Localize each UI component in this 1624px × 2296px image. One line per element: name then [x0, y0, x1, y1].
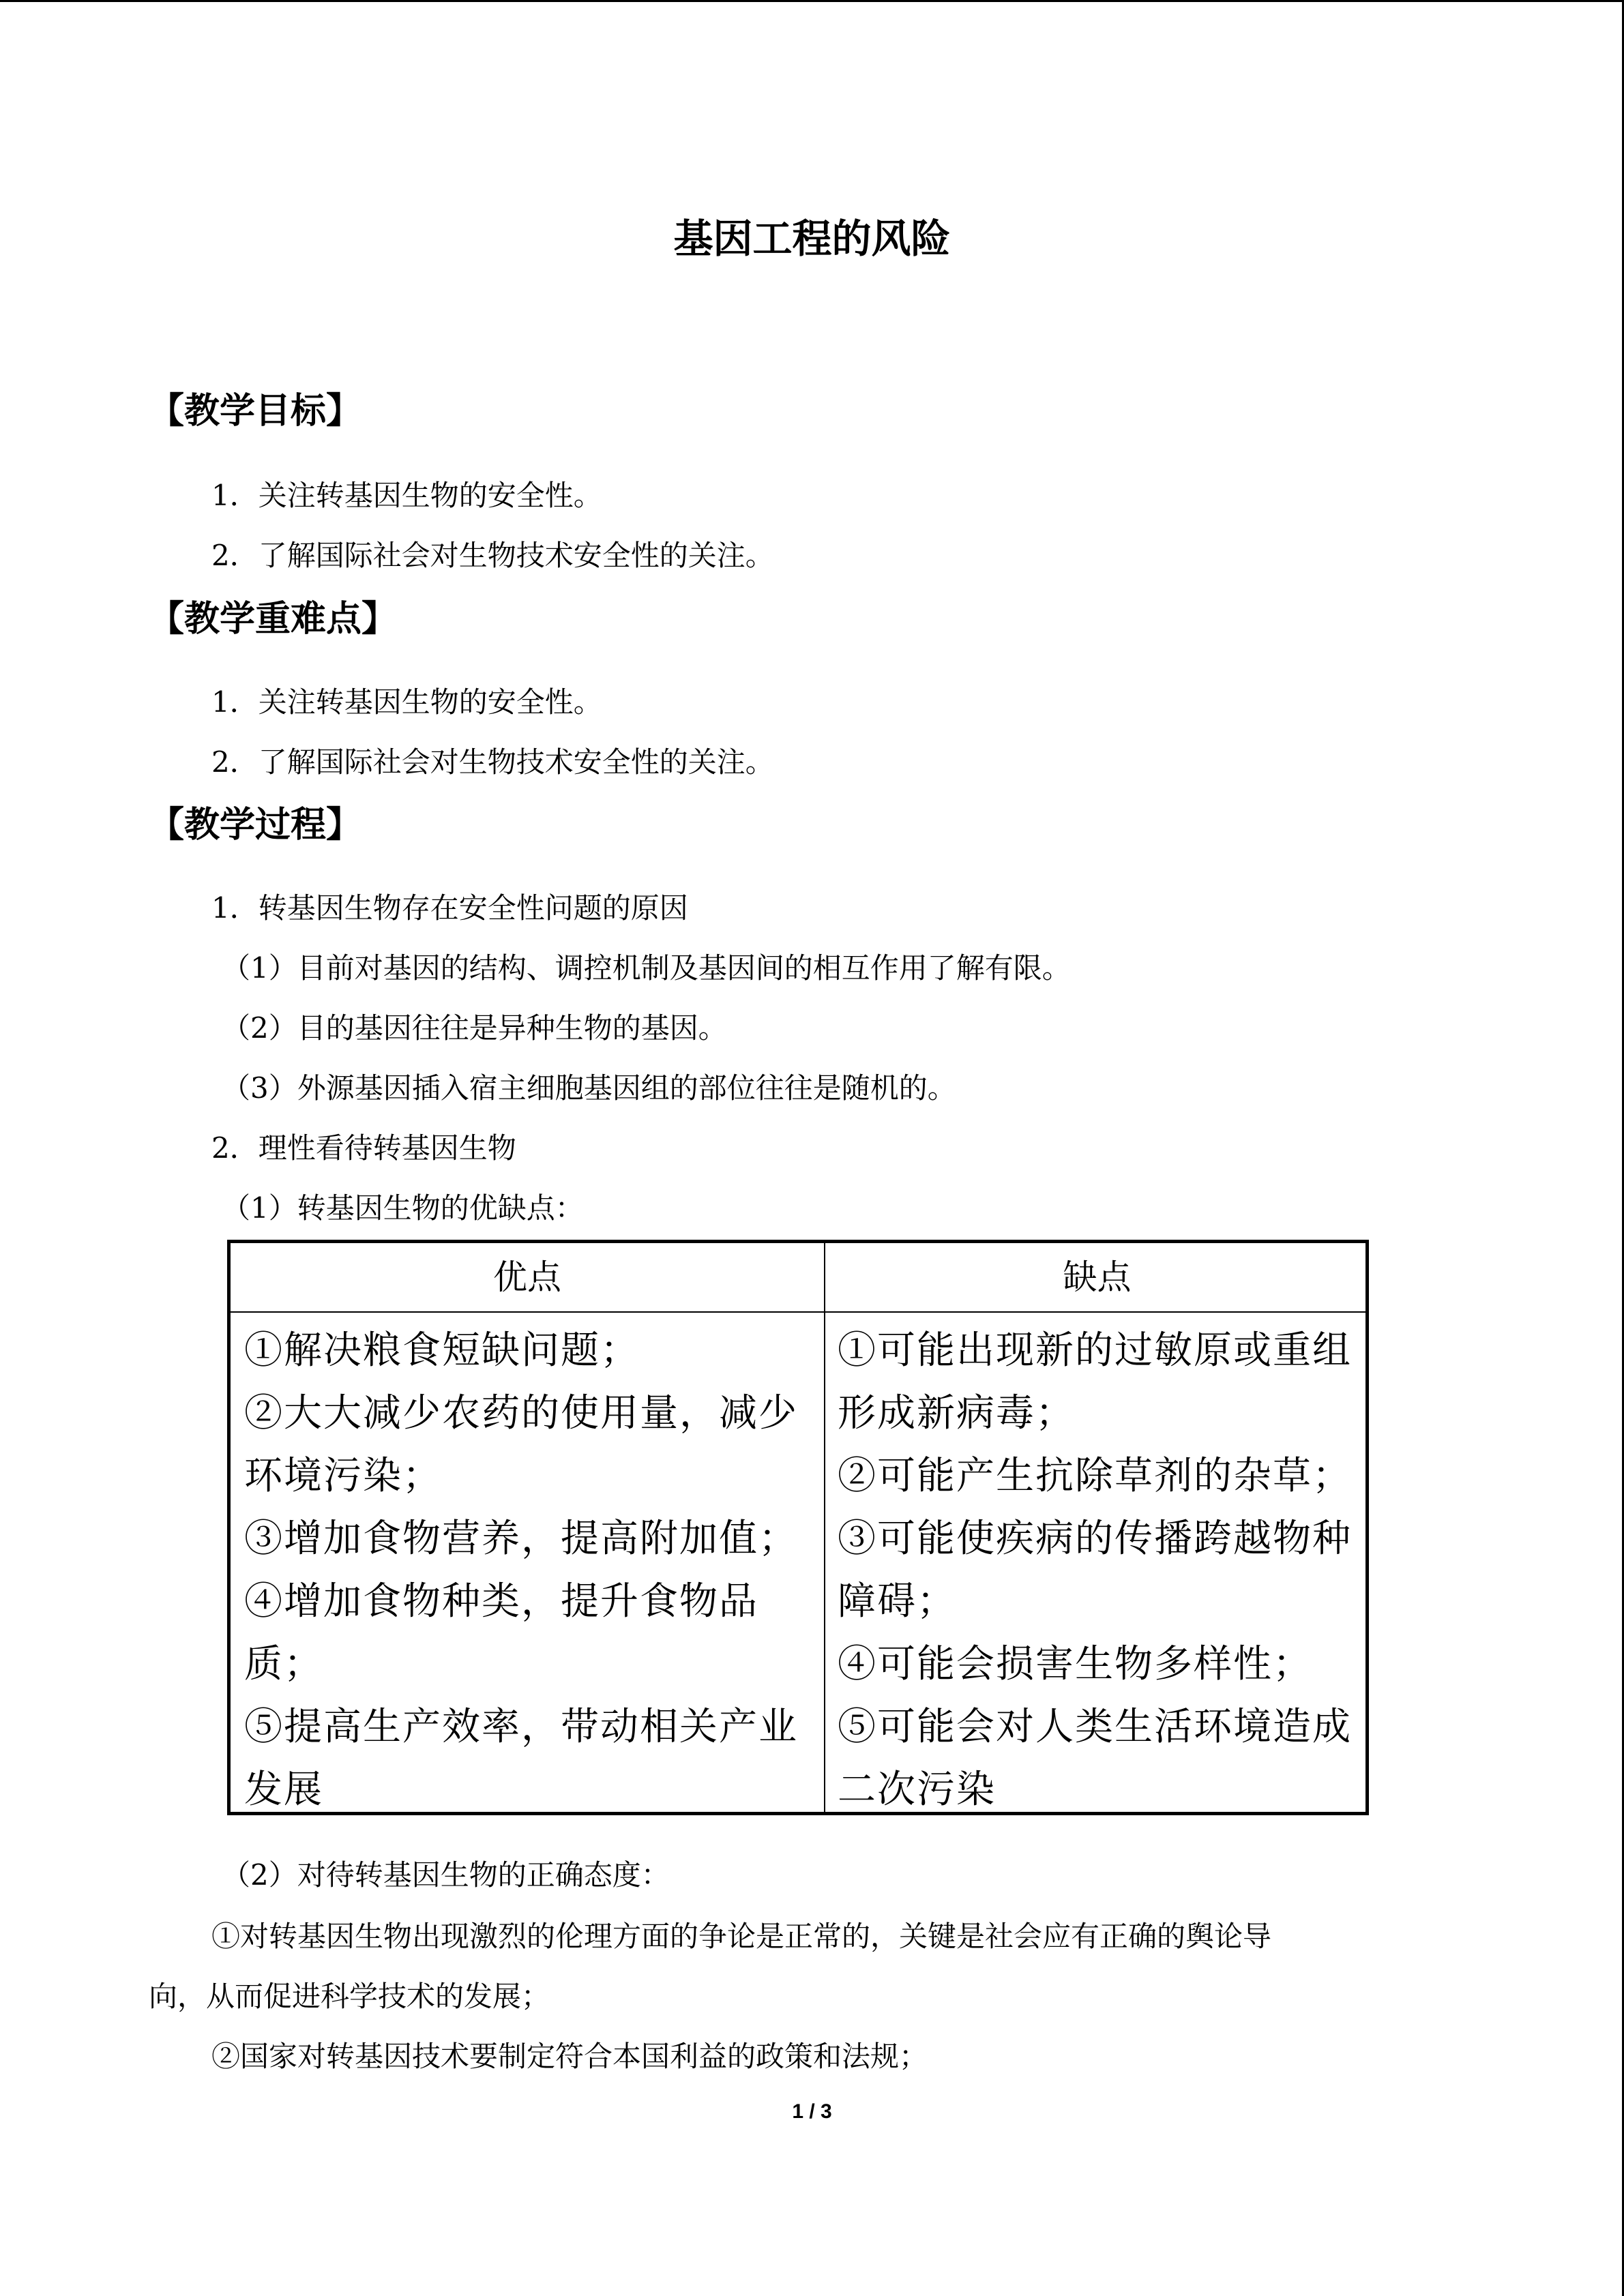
section-heading-key-points: 【教学重难点】 — [149, 599, 398, 640]
cons-item: ①可能出现新的过敏原或重组形成新病毒； — [838, 1328, 1352, 1435]
page-border-top — [0, 0, 1624, 2]
table-header-pros: 优点 — [493, 1257, 561, 1297]
attitude-item-1-line-1: ①对转基因生物出现激烈的伦理方面的争论是正常的，关键是社会应有正确的舆论导 — [211, 1920, 1272, 1953]
pros-cons-table — [227, 1240, 1369, 1815]
pros-item: ③增加食物营养，提高附加值； — [244, 1517, 798, 1561]
sub-item-pros-cons: （1）转基因生物的优缺点： — [222, 1191, 584, 1225]
page-number: 1 / 3 — [792, 2100, 832, 2123]
pros-item: ⑤提高生产效率，带动相关产业发展 — [244, 1705, 798, 1812]
pros-item: ②大大减少农药的使用量，减少环境污染； — [244, 1391, 798, 1498]
attitude-item-2: ②国家对转基因技术要制定符合本国利益的政策和法规； — [211, 2040, 928, 2073]
table-cell-pros — [244, 1320, 817, 1821]
section-heading-goals: 【教学目标】 — [149, 391, 362, 432]
pros-item: ④增加食物种类，提升食物品质； — [244, 1579, 758, 1686]
table-header-cons: 缺点 — [1063, 1257, 1132, 1297]
cons-item: ③可能使疾病的传播跨越物种障碍； — [838, 1517, 1352, 1624]
section-heading-process: 【教学过程】 — [149, 805, 362, 846]
attitude-item-1-line-2: 向，从而促进科学技术的发展； — [149, 1980, 550, 2013]
cons-item: ④可能会损害生物多样性； — [838, 1642, 1312, 1686]
page-title: 基因工程的风险 — [673, 215, 951, 262]
cons-item: ②可能产生抗除草剂的杂草； — [838, 1454, 1352, 1498]
key-point-item-1: 1．关注转基因生物的安全性。 — [211, 685, 602, 719]
reason-item-3: （3）外源基因插入宿主细胞基因组的部位往往是随机的。 — [222, 1071, 956, 1105]
goal-item-2: 2．了解国际社会对生物技术安全性的关注。 — [211, 539, 774, 572]
sub-item-attitude: （2）对待转基因生物的正确态度： — [222, 1858, 670, 1892]
process-item-1: 1．转基因生物存在安全性问题的原因 — [211, 891, 688, 925]
table-column-divider — [824, 1243, 825, 1812]
key-point-item-2: 2．了解国际社会对生物技术安全性的关注。 — [211, 745, 774, 779]
reason-item-2: （2）目的基因往往是异种生物的基因。 — [222, 1011, 727, 1045]
reason-item-1: （1）目前对基因的结构、调控机制及基因间的相互作用了解有限。 — [222, 951, 1071, 985]
table-cell-cons — [838, 1320, 1376, 1821]
cons-item: ⑤可能会对人类生活环境造成二次污染 — [838, 1705, 1352, 1812]
table-header-divider — [231, 1311, 1365, 1313]
pros-item: ①解决粮食短缺问题； — [244, 1328, 640, 1373]
process-item-2: 2．理性看待转基因生物 — [211, 1131, 516, 1165]
goal-item-1: 1．关注转基因生物的安全性。 — [211, 479, 602, 512]
